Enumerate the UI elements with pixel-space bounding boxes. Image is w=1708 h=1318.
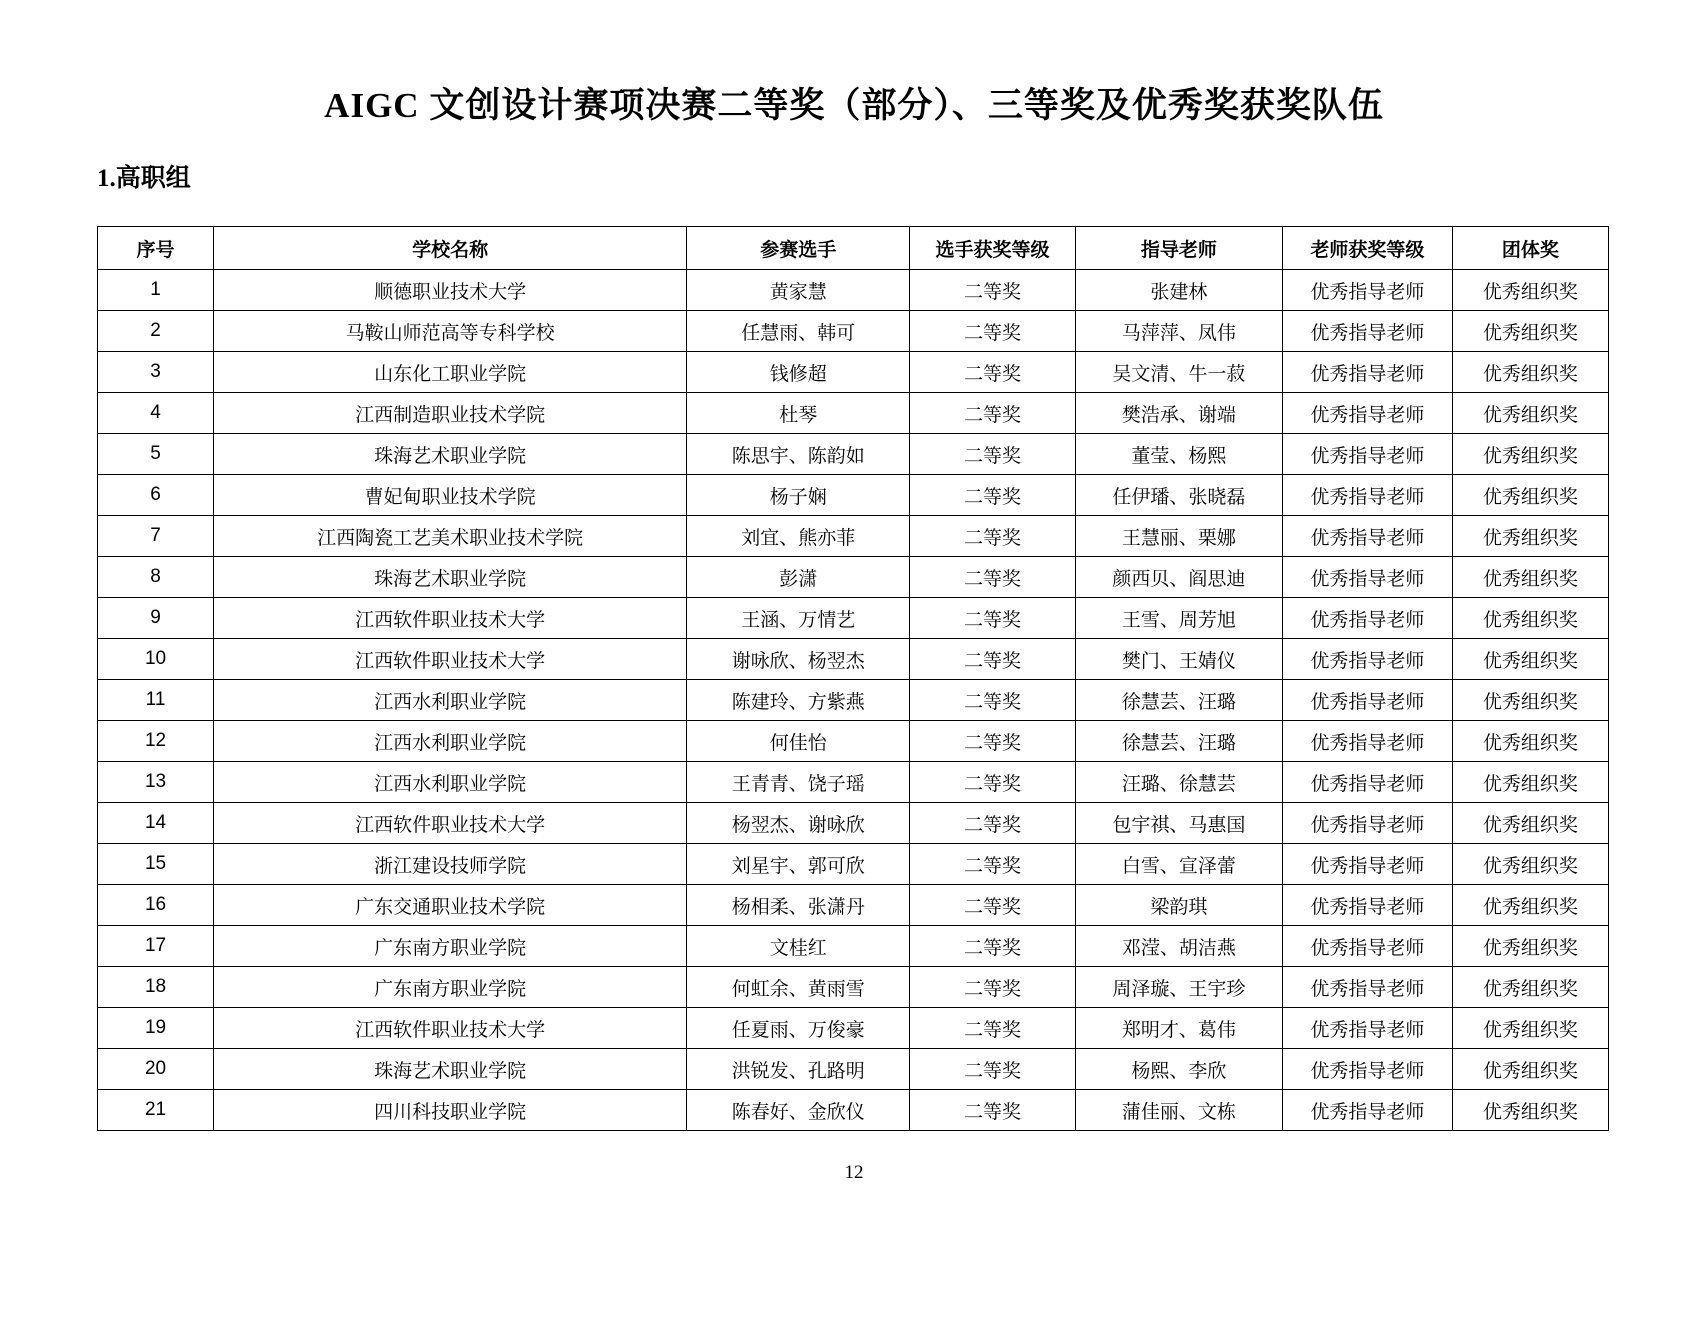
cell-player-award-level: 二等奖 bbox=[910, 311, 1075, 352]
cell-school: 江西软件职业技术大学 bbox=[214, 598, 687, 639]
cell-teacher: 周泽璇、王宇珍 bbox=[1075, 967, 1283, 1008]
cell-school: 广东南方职业学院 bbox=[214, 967, 687, 1008]
cell-teacher: 吴文清、牛一菽 bbox=[1075, 352, 1283, 393]
cell-team-award: 优秀组织奖 bbox=[1452, 352, 1608, 393]
cell-team-award: 优秀组织奖 bbox=[1452, 475, 1608, 516]
cell-school: 江西陶瓷工艺美术职业技术学院 bbox=[214, 516, 687, 557]
cell-index: 19 bbox=[98, 1008, 214, 1049]
cell-teacher-award-level: 优秀指导老师 bbox=[1283, 1090, 1453, 1131]
cell-player-award-level: 二等奖 bbox=[910, 393, 1075, 434]
cell-team-award: 优秀组织奖 bbox=[1452, 1090, 1608, 1131]
table-row bbox=[98, 557, 1609, 598]
cell-team-award: 优秀组织奖 bbox=[1452, 516, 1608, 557]
table-row bbox=[98, 352, 1609, 393]
cell-teacher-award-level: 优秀指导老师 bbox=[1283, 516, 1453, 557]
cell-team-award: 优秀组织奖 bbox=[1452, 598, 1608, 639]
cell-team-award: 优秀组织奖 bbox=[1452, 639, 1608, 680]
cell-index: 13 bbox=[98, 762, 214, 803]
cell-player: 何虹余、黄雨雪 bbox=[687, 967, 910, 1008]
table-row bbox=[98, 844, 1609, 885]
table-row bbox=[98, 311, 1609, 352]
cell-teacher: 包宇祺、马惠国 bbox=[1075, 803, 1283, 844]
cell-team-award: 优秀组织奖 bbox=[1452, 1049, 1608, 1090]
cell-player-award-level: 二等奖 bbox=[910, 844, 1075, 885]
cell-school: 江西软件职业技术大学 bbox=[214, 1008, 687, 1049]
cell-teacher-award-level: 优秀指导老师 bbox=[1283, 680, 1453, 721]
cell-team-award: 优秀组织奖 bbox=[1452, 967, 1608, 1008]
cell-teacher-award-level: 优秀指导老师 bbox=[1283, 967, 1453, 1008]
cell-team-award: 优秀组织奖 bbox=[1452, 393, 1608, 434]
cell-team-award: 优秀组织奖 bbox=[1452, 844, 1608, 885]
cell-player-award-level: 二等奖 bbox=[910, 721, 1075, 762]
cell-player: 任夏雨、万俊豪 bbox=[687, 1008, 910, 1049]
cell-player-award-level: 二等奖 bbox=[910, 352, 1075, 393]
cell-player-award-level: 二等奖 bbox=[910, 557, 1075, 598]
cell-school: 珠海艺术职业学院 bbox=[214, 557, 687, 598]
column-header-school: 学校名称 bbox=[214, 227, 687, 270]
cell-player: 黄家慧 bbox=[687, 270, 910, 311]
cell-teacher: 杨熙、李欣 bbox=[1075, 1049, 1283, 1090]
cell-school: 江西水利职业学院 bbox=[214, 680, 687, 721]
cell-player: 刘星宇、郭可欣 bbox=[687, 844, 910, 885]
cell-teacher: 任伊璠、张晓磊 bbox=[1075, 475, 1283, 516]
cell-index: 9 bbox=[98, 598, 214, 639]
cell-player: 任慧雨、韩可 bbox=[687, 311, 910, 352]
cell-player: 杜琴 bbox=[687, 393, 910, 434]
cell-school: 广东交通职业技术学院 bbox=[214, 885, 687, 926]
cell-player-award-level: 二等奖 bbox=[910, 1090, 1075, 1131]
cell-index: 21 bbox=[98, 1090, 214, 1131]
table-header-row bbox=[98, 227, 1609, 270]
cell-teacher-award-level: 优秀指导老师 bbox=[1283, 803, 1453, 844]
column-header-team-award: 团体奖 bbox=[1452, 227, 1608, 270]
table-body bbox=[98, 270, 1609, 1131]
cell-school: 顺德职业技术大学 bbox=[214, 270, 687, 311]
cell-teacher: 董莹、杨熙 bbox=[1075, 434, 1283, 475]
cell-index: 8 bbox=[98, 557, 214, 598]
cell-team-award: 优秀组织奖 bbox=[1452, 434, 1608, 475]
table-row bbox=[98, 598, 1609, 639]
cell-player: 陈建玲、方紫燕 bbox=[687, 680, 910, 721]
cell-index: 15 bbox=[98, 844, 214, 885]
cell-teacher: 张建林 bbox=[1075, 270, 1283, 311]
cell-teacher: 樊门、王婧仪 bbox=[1075, 639, 1283, 680]
cell-player: 杨翌杰、谢咏欣 bbox=[687, 803, 910, 844]
cell-player-award-level: 二等奖 bbox=[910, 762, 1075, 803]
cell-player: 刘宜、熊亦菲 bbox=[687, 516, 910, 557]
cell-index: 7 bbox=[98, 516, 214, 557]
cell-teacher: 白雪、宣泽蕾 bbox=[1075, 844, 1283, 885]
cell-index: 5 bbox=[98, 434, 214, 475]
table-row bbox=[98, 967, 1609, 1008]
table-row bbox=[98, 926, 1609, 967]
cell-player: 文桂红 bbox=[687, 926, 910, 967]
cell-index: 20 bbox=[98, 1049, 214, 1090]
cell-player-award-level: 二等奖 bbox=[910, 967, 1075, 1008]
cell-teacher-award-level: 优秀指导老师 bbox=[1283, 926, 1453, 967]
cell-player-award-level: 二等奖 bbox=[910, 434, 1075, 475]
cell-player: 陈思宇、陈韵如 bbox=[687, 434, 910, 475]
cell-school: 珠海艺术职业学院 bbox=[214, 434, 687, 475]
cell-player-award-level: 二等奖 bbox=[910, 803, 1075, 844]
table-row bbox=[98, 1090, 1609, 1131]
cell-team-award: 优秀组织奖 bbox=[1452, 926, 1608, 967]
column-header-index: 序号 bbox=[98, 227, 214, 270]
cell-team-award: 优秀组织奖 bbox=[1452, 885, 1608, 926]
cell-teacher: 马萍萍、凤伟 bbox=[1075, 311, 1283, 352]
cell-player: 王青青、饶子瑶 bbox=[687, 762, 910, 803]
cell-school: 曹妃甸职业技术学院 bbox=[214, 475, 687, 516]
cell-player: 何佳怡 bbox=[687, 721, 910, 762]
cell-index: 17 bbox=[98, 926, 214, 967]
cell-school: 珠海艺术职业学院 bbox=[214, 1049, 687, 1090]
cell-index: 4 bbox=[98, 393, 214, 434]
table-row bbox=[98, 680, 1609, 721]
cell-school: 广东南方职业学院 bbox=[214, 926, 687, 967]
cell-player-award-level: 二等奖 bbox=[910, 680, 1075, 721]
table-row bbox=[98, 1008, 1609, 1049]
cell-teacher-award-level: 优秀指导老师 bbox=[1283, 598, 1453, 639]
cell-school: 江西软件职业技术大学 bbox=[214, 803, 687, 844]
cell-school: 马鞍山师范高等专科学校 bbox=[214, 311, 687, 352]
cell-player: 王涵、万情艺 bbox=[687, 598, 910, 639]
cell-player-award-level: 二等奖 bbox=[910, 475, 1075, 516]
cell-teacher-award-level: 优秀指导老师 bbox=[1283, 475, 1453, 516]
cell-teacher-award-level: 优秀指导老师 bbox=[1283, 270, 1453, 311]
cell-teacher: 梁韵琪 bbox=[1075, 885, 1283, 926]
column-header-player-award-level: 选手获奖等级 bbox=[910, 227, 1075, 270]
cell-player-award-level: 二等奖 bbox=[910, 598, 1075, 639]
cell-team-award: 优秀组织奖 bbox=[1452, 557, 1608, 598]
cell-team-award: 优秀组织奖 bbox=[1452, 721, 1608, 762]
table-row bbox=[98, 721, 1609, 762]
cell-team-award: 优秀组织奖 bbox=[1452, 270, 1608, 311]
cell-player: 彭潇 bbox=[687, 557, 910, 598]
cell-teacher-award-level: 优秀指导老师 bbox=[1283, 721, 1453, 762]
column-header-player: 参赛选手 bbox=[687, 227, 910, 270]
cell-school: 山东化工职业学院 bbox=[214, 352, 687, 393]
cell-teacher: 郑明才、葛伟 bbox=[1075, 1008, 1283, 1049]
cell-teacher: 樊浩承、谢端 bbox=[1075, 393, 1283, 434]
cell-index: 11 bbox=[98, 680, 214, 721]
cell-index: 12 bbox=[98, 721, 214, 762]
cell-teacher-award-level: 优秀指导老师 bbox=[1283, 1008, 1453, 1049]
cell-teacher-award-level: 优秀指导老师 bbox=[1283, 434, 1453, 475]
cell-teacher: 蒲佳丽、文栋 bbox=[1075, 1090, 1283, 1131]
award-table bbox=[97, 226, 1609, 1131]
cell-teacher: 徐慧芸、汪璐 bbox=[1075, 721, 1283, 762]
cell-index: 2 bbox=[98, 311, 214, 352]
table-row bbox=[98, 516, 1609, 557]
cell-index: 1 bbox=[98, 270, 214, 311]
table-row bbox=[98, 639, 1609, 680]
cell-teacher-award-level: 优秀指导老师 bbox=[1283, 393, 1453, 434]
cell-school: 江西制造职业技术学院 bbox=[214, 393, 687, 434]
cell-teacher-award-level: 优秀指导老师 bbox=[1283, 762, 1453, 803]
cell-team-award: 优秀组织奖 bbox=[1452, 1008, 1608, 1049]
cell-player: 洪锐发、孔路明 bbox=[687, 1049, 910, 1090]
cell-index: 10 bbox=[98, 639, 214, 680]
table-row bbox=[98, 393, 1609, 434]
table-row bbox=[98, 270, 1609, 311]
cell-index: 16 bbox=[98, 885, 214, 926]
cell-player-award-level: 二等奖 bbox=[910, 1008, 1075, 1049]
cell-player-award-level: 二等奖 bbox=[910, 270, 1075, 311]
cell-teacher-award-level: 优秀指导老师 bbox=[1283, 1049, 1453, 1090]
cell-teacher: 徐慧芸、汪璐 bbox=[1075, 680, 1283, 721]
table-row bbox=[98, 803, 1609, 844]
table-row bbox=[98, 1049, 1609, 1090]
cell-teacher: 王慧丽、栗娜 bbox=[1075, 516, 1283, 557]
cell-school: 江西水利职业学院 bbox=[214, 721, 687, 762]
column-header-teacher-award-level: 老师获奖等级 bbox=[1283, 227, 1453, 270]
cell-player: 杨相柔、张潇丹 bbox=[687, 885, 910, 926]
cell-player: 陈春好、金欣仪 bbox=[687, 1090, 910, 1131]
cell-teacher-award-level: 优秀指导老师 bbox=[1283, 885, 1453, 926]
cell-player-award-level: 二等奖 bbox=[910, 516, 1075, 557]
cell-team-award: 优秀组织奖 bbox=[1452, 680, 1608, 721]
cell-index: 6 bbox=[98, 475, 214, 516]
cell-teacher: 汪璐、徐慧芸 bbox=[1075, 762, 1283, 803]
section-heading: 1.高职组 bbox=[97, 165, 191, 192]
table-row bbox=[98, 762, 1609, 803]
cell-school: 浙江建设技师学院 bbox=[214, 844, 687, 885]
cell-team-award: 优秀组织奖 bbox=[1452, 803, 1608, 844]
cell-team-award: 优秀组织奖 bbox=[1452, 311, 1608, 352]
table-row bbox=[98, 475, 1609, 516]
cell-teacher: 颜西贝、阎思迪 bbox=[1075, 557, 1283, 598]
cell-teacher-award-level: 优秀指导老师 bbox=[1283, 311, 1453, 352]
table-row bbox=[98, 434, 1609, 475]
cell-teacher-award-level: 优秀指导老师 bbox=[1283, 352, 1453, 393]
page-number: 12 bbox=[844, 1162, 864, 1183]
page-title: AIGC 文创设计赛项决赛二等奖（部分）、三等奖及优秀奖获奖队伍 bbox=[324, 86, 1384, 125]
cell-player: 谢咏欣、杨翌杰 bbox=[687, 639, 910, 680]
cell-player-award-level: 二等奖 bbox=[910, 885, 1075, 926]
table-row bbox=[98, 885, 1609, 926]
cell-player: 杨子娴 bbox=[687, 475, 910, 516]
cell-teacher: 王雪、周芳旭 bbox=[1075, 598, 1283, 639]
cell-school: 江西软件职业技术大学 bbox=[214, 639, 687, 680]
cell-player: 钱修超 bbox=[687, 352, 910, 393]
cell-school: 四川科技职业学院 bbox=[214, 1090, 687, 1131]
cell-player-award-level: 二等奖 bbox=[910, 926, 1075, 967]
column-header-teacher: 指导老师 bbox=[1075, 227, 1283, 270]
cell-school: 江西水利职业学院 bbox=[214, 762, 687, 803]
cell-teacher-award-level: 优秀指导老师 bbox=[1283, 557, 1453, 598]
cell-teacher-award-level: 优秀指导老师 bbox=[1283, 844, 1453, 885]
cell-teacher-award-level: 优秀指导老师 bbox=[1283, 639, 1453, 680]
cell-index: 3 bbox=[98, 352, 214, 393]
cell-index: 14 bbox=[98, 803, 214, 844]
cell-player-award-level: 二等奖 bbox=[910, 1049, 1075, 1090]
cell-team-award: 优秀组织奖 bbox=[1452, 762, 1608, 803]
cell-teacher: 邓滢、胡洁燕 bbox=[1075, 926, 1283, 967]
cell-player-award-level: 二等奖 bbox=[910, 639, 1075, 680]
cell-index: 18 bbox=[98, 967, 214, 1008]
